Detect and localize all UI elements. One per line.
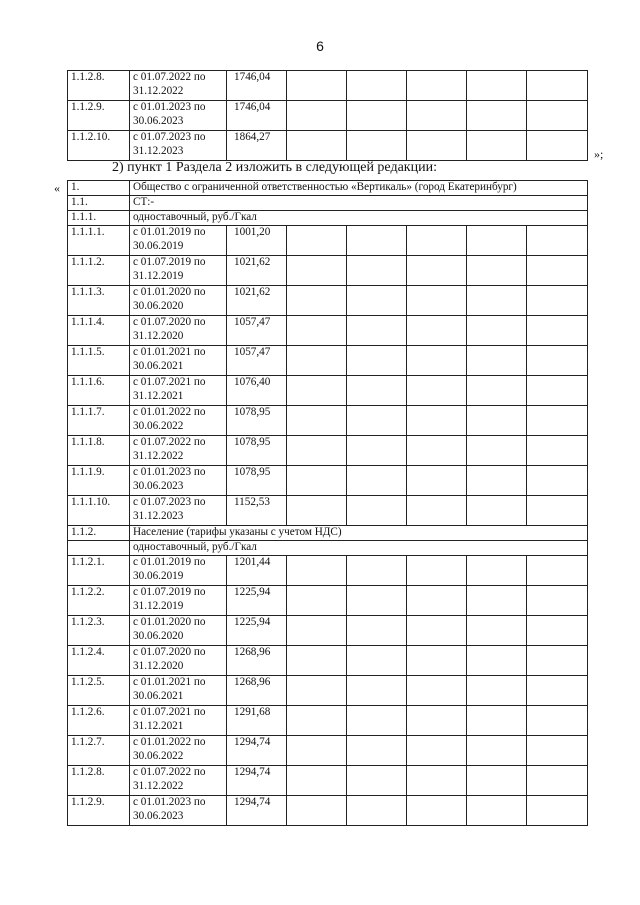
empty-cell [407,586,467,616]
empty-cell [467,376,527,406]
period-cell [130,646,227,676]
empty-cell [527,346,588,376]
table-row [68,226,588,256]
period-to: 31.12.2020 [133,659,184,672]
period-cell [130,406,227,436]
period-from: с 01.07.2023 по [133,496,206,508]
empty-cell [347,496,407,526]
period-to: 31.12.2022 [133,449,184,462]
empty-cell [527,796,588,826]
period-cell [130,676,227,706]
table-row [68,796,588,826]
table-row [68,541,588,556]
period-from: с 01.07.2023 по [133,131,206,143]
empty-cell [527,706,588,736]
period-from: с 01.01.2019 по [133,226,206,238]
empty-cell [287,71,347,101]
empty-cell [287,376,347,406]
empty-cell [467,586,527,616]
empty-cell [407,226,467,256]
tariff-value: 1057,47 [227,346,287,376]
row-code: 1.1. [68,196,130,211]
period-from: с 01.01.2021 по [133,346,206,358]
empty-cell [287,796,347,826]
table-row [68,196,588,211]
table-row [68,436,588,466]
period-to: 30.06.2021 [133,689,184,702]
tariff-value: 1291,68 [227,706,287,736]
amendment-instruction: 2) пункт 1 Раздела 2 изложить в следующей редакции: [112,160,437,175]
period-cell [130,256,227,286]
tariff-value: 1078,95 [227,406,287,436]
table-row [68,346,588,376]
row-code: 1.1.2.6. [68,706,130,736]
row-code: 1.1.1.10. [68,496,130,526]
empty-cell [347,556,407,586]
table-row [68,71,588,101]
empty-cell [287,131,347,161]
row-code: 1.1.2.4. [68,646,130,676]
empty-cell [527,766,588,796]
period-cell [130,466,227,496]
row-code: 1.1.2.8. [68,71,130,101]
period-to: 31.12.2019 [133,269,184,282]
row-code: 1.1.2.9. [68,101,130,131]
table-row [68,131,588,161]
empty-cell [467,766,527,796]
row-title: одноставочный, руб./Гкал [130,211,588,226]
empty-cell [407,131,467,161]
empty-cell [287,346,347,376]
table-row [68,736,588,766]
tariff-table-main [67,180,588,826]
empty-cell [287,586,347,616]
table-row [68,256,588,286]
period-to: 30.06.2019 [133,239,184,252]
empty-cell [287,766,347,796]
row-code: 1.1.2.8. [68,766,130,796]
empty-cell [467,131,527,161]
tariff-value: 1294,74 [227,736,287,766]
empty-cell [527,676,588,706]
table-row [68,286,588,316]
row-code: 1.1.1.8. [68,436,130,466]
empty-cell [347,286,407,316]
period-to: 31.12.2019 [133,599,184,612]
empty-cell [347,796,407,826]
period-cell [130,556,227,586]
empty-cell [347,436,407,466]
tariff-value: 1078,95 [227,466,287,496]
empty-cell [527,226,588,256]
empty-cell [527,316,588,346]
empty-cell [527,376,588,406]
row-code: 1.1.2.9. [68,796,130,826]
period-from: с 01.07.2020 по [133,316,206,328]
period-to: 30.06.2021 [133,359,184,372]
row-title: Общество с ограниченной ответственностью «Вертикаль» (город Екатеринбург) [130,181,588,196]
empty-cell [467,556,527,586]
tariff-value: 1746,04 [227,101,287,131]
table-row [68,496,588,526]
period-cell [130,286,227,316]
empty-cell [467,706,527,736]
period-to: 31.12.2022 [133,779,184,792]
empty-cell [527,556,588,586]
empty-cell [287,256,347,286]
empty-cell [347,586,407,616]
period-cell [130,766,227,796]
period-cell [130,71,227,101]
row-code [68,541,130,556]
table-row [68,766,588,796]
row-title: СТ:- [130,196,588,211]
empty-cell [407,496,467,526]
table-row [68,466,588,496]
tariff-value: 1225,94 [227,616,287,646]
period-cell [130,616,227,646]
row-code: 1.1.2.10. [68,131,130,161]
row-code: 1.1.2.7. [68,736,130,766]
period-cell [130,586,227,616]
empty-cell [467,406,527,436]
table-row [68,676,588,706]
period-from: с 01.01.2020 по [133,286,206,298]
empty-cell [407,796,467,826]
row-code: 1.1.2.3. [68,616,130,646]
period-to: 30.06.2019 [133,569,184,582]
opening-quote: « [54,181,60,195]
empty-cell [287,736,347,766]
tariff-table-top [67,70,588,161]
tariff-value: 1152,53 [227,496,287,526]
empty-cell [407,556,467,586]
empty-cell [347,256,407,286]
tariff-value: 1201,44 [227,556,287,586]
empty-cell [467,71,527,101]
period-to: 30.06.2023 [133,479,184,492]
empty-cell [407,646,467,676]
period-from: с 01.01.2023 по [133,101,206,113]
period-to: 31.12.2023 [133,509,184,522]
empty-cell [347,466,407,496]
row-code: 1.1.1.4. [68,316,130,346]
empty-cell [407,71,467,101]
empty-cell [407,406,467,436]
empty-cell [527,131,588,161]
empty-cell [287,101,347,131]
empty-cell [467,346,527,376]
tariff-value: 1057,47 [227,316,287,346]
page-number: 6 [316,38,324,54]
empty-cell [287,406,347,436]
row-code: 1.1.1.2. [68,256,130,286]
empty-cell [527,646,588,676]
row-code: 1.1.2. [68,526,130,541]
empty-cell [347,376,407,406]
tariff-value: 1078,95 [227,436,287,466]
empty-cell [347,316,407,346]
period-from: с 01.07.2022 по [133,766,206,778]
tariff-value: 1021,62 [227,286,287,316]
empty-cell [407,346,467,376]
table-row [68,526,588,541]
period-from: с 01.07.2019 по [133,586,206,598]
empty-cell [527,101,588,131]
empty-cell [407,316,467,346]
table-row [68,181,588,196]
period-cell [130,796,227,826]
row-code: 1.1.1. [68,211,130,226]
empty-cell [467,616,527,646]
table-row [68,556,588,586]
closing-quote: »; [594,147,604,161]
empty-cell [407,286,467,316]
empty-cell [347,346,407,376]
period-to: 31.12.2020 [133,329,184,342]
empty-cell [287,616,347,646]
empty-cell [467,436,527,466]
tariff-value: 1076,40 [227,376,287,406]
period-to: 31.12.2021 [133,719,184,732]
row-code: 1.1.1.3. [68,286,130,316]
empty-cell [467,646,527,676]
empty-cell [527,286,588,316]
empty-cell [407,676,467,706]
empty-cell [287,466,347,496]
tariff-value: 1001,20 [227,226,287,256]
empty-cell [467,256,527,286]
period-to: 30.06.2023 [133,114,184,127]
period-from: с 01.01.2020 по [133,616,206,628]
period-cell [130,316,227,346]
empty-cell [527,436,588,466]
empty-cell [527,71,588,101]
empty-cell [347,131,407,161]
period-from: с 01.07.2021 по [133,376,206,388]
empty-cell [407,376,467,406]
empty-cell [407,616,467,646]
row-code: 1.1.2.1. [68,556,130,586]
empty-cell [467,796,527,826]
table-row [68,646,588,676]
row-title: одноставочный, руб./Гкал [130,541,588,556]
period-cell [130,496,227,526]
empty-cell [467,226,527,256]
period-cell [130,346,227,376]
tariff-value: 1294,74 [227,796,287,826]
empty-cell [527,496,588,526]
period-from: с 01.07.2021 по [133,706,206,718]
empty-cell [467,101,527,131]
period-from: с 01.01.2022 по [133,406,206,418]
empty-cell [527,616,588,646]
period-from: с 01.01.2019 по [133,556,206,568]
period-to: 30.06.2020 [133,299,184,312]
period-to: 30.06.2020 [133,629,184,642]
empty-cell [407,436,467,466]
empty-cell [287,676,347,706]
empty-cell [287,496,347,526]
empty-cell [347,646,407,676]
empty-cell [347,101,407,131]
tariff-value: 1268,96 [227,676,287,706]
tariff-value: 1294,74 [227,766,287,796]
table-row [68,406,588,436]
period-from: с 01.01.2022 по [133,736,206,748]
empty-cell [287,436,347,466]
period-from: с 01.07.2022 по [133,71,206,83]
empty-cell [527,406,588,436]
empty-cell [407,736,467,766]
period-to: 30.06.2023 [133,809,184,822]
empty-cell [407,706,467,736]
period-from: с 01.07.2020 по [133,646,206,658]
empty-cell [467,736,527,766]
table-row [68,316,588,346]
empty-cell [287,286,347,316]
table-row [68,586,588,616]
empty-cell [527,466,588,496]
table-row [68,211,588,226]
empty-cell [287,646,347,676]
empty-cell [467,466,527,496]
period-from: с 01.07.2022 по [133,436,206,448]
period-from: с 01.01.2021 по [133,676,206,688]
empty-cell [347,676,407,706]
empty-cell [347,406,407,436]
tariff-value: 1268,96 [227,646,287,676]
period-cell [130,376,227,406]
empty-cell [407,466,467,496]
period-cell [130,131,227,161]
tariff-value: 1746,04 [227,71,287,101]
empty-cell [407,256,467,286]
period-cell [130,736,227,766]
empty-cell [467,286,527,316]
row-code: 1.1.2.2. [68,586,130,616]
period-cell [130,226,227,256]
empty-cell [347,766,407,796]
row-code: 1.1.2.5. [68,676,130,706]
table-row [68,101,588,131]
empty-cell [527,256,588,286]
empty-cell [347,706,407,736]
period-to: 31.12.2022 [133,84,184,97]
empty-cell [407,101,467,131]
row-code: 1. [68,181,130,196]
table-row [68,376,588,406]
empty-cell [467,676,527,706]
period-from: с 01.01.2023 по [133,466,206,478]
empty-cell [467,496,527,526]
table-row [68,616,588,646]
period-to: 30.06.2022 [133,419,184,432]
period-from: с 01.01.2023 по [133,796,206,808]
empty-cell [407,766,467,796]
empty-cell [347,736,407,766]
row-code: 1.1.1.7. [68,406,130,436]
period-to: 31.12.2023 [133,144,184,157]
empty-cell [527,586,588,616]
tariff-value: 1225,94 [227,586,287,616]
period-to: 30.06.2022 [133,749,184,762]
empty-cell [347,226,407,256]
period-from: с 01.07.2019 по [133,256,206,268]
period-cell [130,436,227,466]
row-code: 1.1.1.1. [68,226,130,256]
period-cell [130,101,227,131]
empty-cell [287,556,347,586]
table-row [68,706,588,736]
empty-cell [467,316,527,346]
row-code: 1.1.1.6. [68,376,130,406]
empty-cell [287,226,347,256]
row-code: 1.1.1.9. [68,466,130,496]
empty-cell [287,316,347,346]
tariff-value: 1864,27 [227,131,287,161]
empty-cell [347,71,407,101]
period-to: 31.12.2021 [133,389,184,402]
empty-cell [527,736,588,766]
tariff-value: 1021,62 [227,256,287,286]
row-code: 1.1.1.5. [68,346,130,376]
empty-cell [287,706,347,736]
empty-cell [347,616,407,646]
period-cell [130,706,227,736]
row-title: Население (тарифы указаны с учетом НДС) [130,526,588,541]
